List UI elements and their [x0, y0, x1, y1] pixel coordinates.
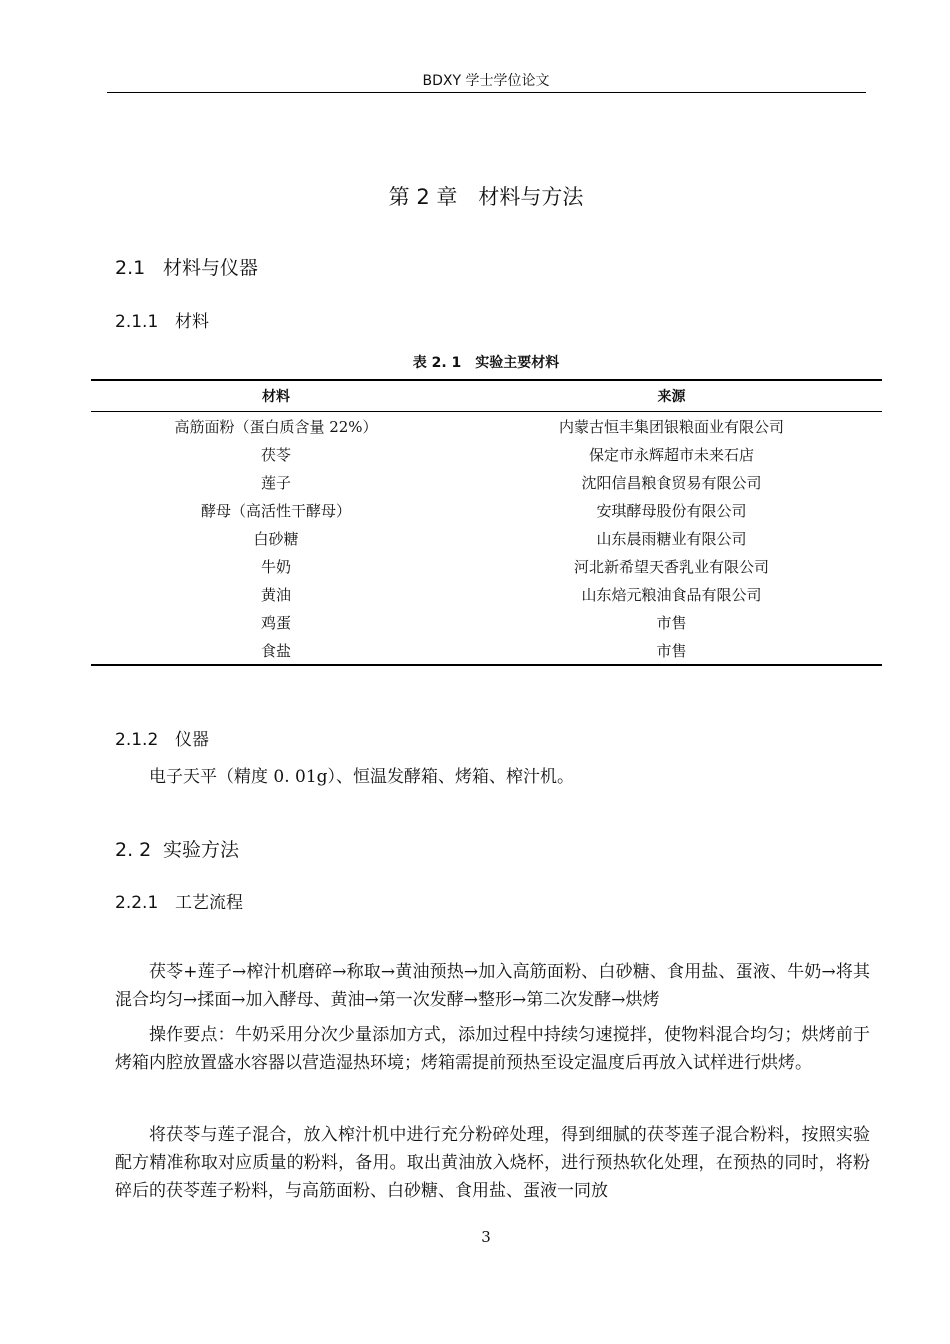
table-row	[91, 440, 882, 468]
table-row	[91, 496, 882, 524]
column-header-source: 来源	[461, 380, 882, 412]
table-row	[91, 412, 882, 441]
table-row	[91, 636, 882, 665]
source-cell: 山东晨雨糖业有限公司	[596, 529, 747, 548]
section-number: 2.1.1	[115, 312, 159, 332]
section-number: 2.1	[115, 257, 146, 279]
source-cell: 安琪酵母股份有限公司	[596, 501, 747, 520]
material-cell: 鸡蛋	[260, 613, 291, 632]
chapter-title: 第 2 章 材料与方法	[388, 185, 584, 209]
material-cell: 白砂糖	[253, 529, 299, 548]
section-heading-2-1	[115, 253, 258, 280]
source-cell: 内蒙古恒丰集团银粮面业有限公司	[558, 417, 784, 436]
material-cell: 黄油	[260, 585, 291, 604]
table-caption: 表 2. 1 实验主要材料	[412, 355, 560, 371]
section-title: 实验方法	[163, 839, 240, 861]
section-title: 仪器	[175, 730, 209, 750]
section-number: 2.1.2	[115, 730, 159, 750]
section-title: 材料与仪器	[163, 257, 259, 279]
procedure-paragraph: 将茯苓与莲子混合，放入榨汁机中进行充分粉碎处理，得到细腻的茯苓莲子混合粉料，按照实验配方精准称取对应质量的粉料，备用。取出黄油放入烧杯，进行预热软化处理，在预热的同时，将粉碎后的茯苓莲子粉料，与高筋面粉、白砂糖、食用盐、蛋液一同放	[115, 1125, 870, 1201]
section-title: 工艺流程	[175, 893, 243, 913]
material-cell: 牛奶	[260, 557, 291, 576]
section-heading-2-2	[115, 835, 239, 862]
material-cell: 莲子	[260, 473, 291, 492]
source-cell: 河北新希望天香乳业有限公司	[573, 557, 769, 576]
header-rule	[107, 92, 866, 93]
key-points-paragraph: 操作要点：牛奶采用分次少量添加方式，添加过程中持续匀速搅拌，使物料混合均匀；烘烤前于烤箱内腔放置盛水容器以营造湿热环境；烤箱需提前预热至设定温度后再放入试样进行烘烤。	[115, 1025, 870, 1073]
section-number: 2. 2	[115, 839, 152, 861]
material-cell: 食盐	[91, 636, 461, 665]
table-row	[91, 468, 882, 496]
table-header-row	[91, 380, 882, 412]
running-header: BDXY 学士学位论文	[422, 73, 550, 89]
source-cell: 沈阳信昌粮食贸易有限公司	[581, 473, 762, 492]
source-cell: 山东焙元粮油食品有限公司	[581, 585, 762, 604]
table-row	[91, 552, 882, 580]
column-header-material: 材料	[91, 380, 461, 412]
source-cell: 保定市永辉超市未来石店	[588, 445, 754, 464]
instruments-paragraph: 电子天平（精度 0. 01g）、恒温发酵箱、烤箱、榨汁机。	[149, 767, 575, 787]
source-cell: 市售	[656, 613, 687, 632]
material-cell: 茯苓	[260, 445, 291, 464]
table-row	[91, 580, 882, 608]
process-flow-paragraph: 茯苓+莲子→榨汁机磨碎→称取→黄油预热→加入高筋面粉、白砂糖、食用盐、蛋液、牛奶→将其混合均匀→揉面→加入酵母、黄油→第一次发酵→整形→第二次发酵→烘烤	[115, 962, 870, 1010]
section-heading-2-1-1	[115, 307, 209, 332]
page-number: 3	[481, 1228, 491, 1246]
material-cell: 酵母（高活性干酵母）	[200, 501, 351, 520]
material-cell: 高筋面粉（蛋白质含量 22%）	[174, 417, 378, 436]
table-row	[91, 524, 882, 552]
section-heading-2-2-1	[115, 888, 243, 913]
section-heading-2-1-2	[115, 725, 209, 750]
materials-table	[91, 379, 882, 666]
section-number: 2.2.1	[115, 893, 159, 913]
table-row	[91, 608, 882, 636]
source-cell: 市售	[461, 636, 882, 665]
section-title: 材料	[175, 312, 209, 332]
